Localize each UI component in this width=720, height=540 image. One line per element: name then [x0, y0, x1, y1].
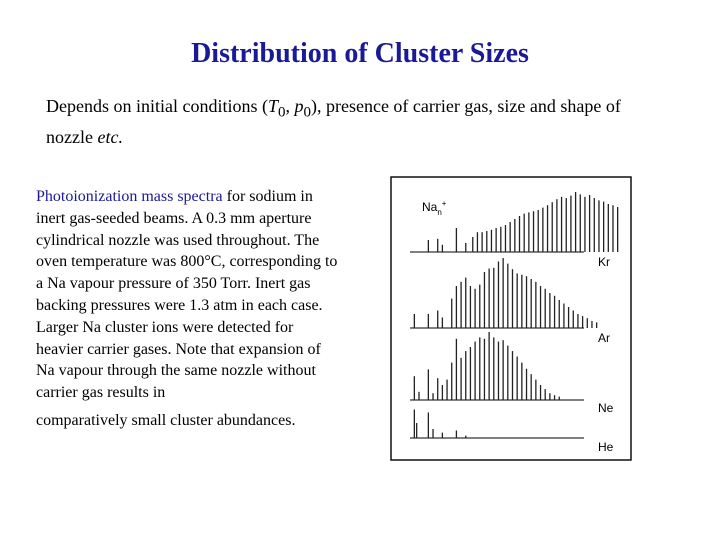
series-label-ar: Ar — [598, 331, 610, 345]
mass-spectra-figure — [388, 168, 636, 464]
figure-frame — [391, 177, 631, 460]
pressure-subscript: 0 — [303, 104, 311, 121]
series-label-kr: Kr — [598, 255, 610, 269]
temperature-symbol: T — [267, 96, 278, 116]
pressure-symbol: p — [294, 96, 304, 116]
intro-after: ), presence of carrier gas, size and shape of nozzle — [46, 96, 621, 147]
caption-last-line: comparatively small cluster abundances. — [36, 411, 296, 429]
ion-label: $Na_n^+$ — [422, 199, 447, 217]
series-label-ne: Ne — [598, 401, 614, 415]
intro-etc: etc. — [97, 126, 123, 147]
intro-before: Depends on initial conditions ( — [46, 96, 268, 116]
intro-comma: , — [285, 96, 295, 116]
intro-text — [46, 94, 646, 149]
page-title: Distribution of Cluster Sizes — [191, 38, 529, 69]
series-label-he: He — [598, 440, 614, 454]
temperature-subscript: 0 — [277, 104, 286, 121]
caption-body: for sodium in inert gas-seeded beams. A 0.3 mm aperture cylindrical nozzle was used throughout. The oven temperature was 800°C, corresponding to a Na vapour pressure of 350 Torr. Inert gas backing pressures were 1.3 atm in each case. Larger Na cluster ions were detected for heavier carrier gases. Note that expansion of Na vapour through the same nozzle without carrier gas results in — [36, 188, 338, 402]
spectra-group — [410, 192, 618, 454]
caption-highlight: Photoionization mass spectra — [36, 188, 223, 205]
figure-caption — [36, 186, 342, 432]
